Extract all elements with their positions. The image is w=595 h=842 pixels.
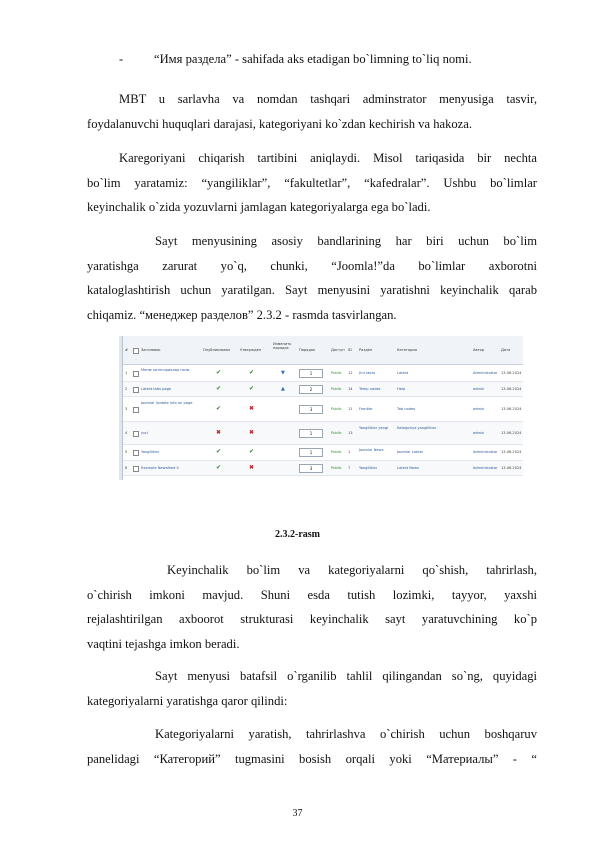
row-author: admin: [473, 407, 485, 411]
paragraph-5: [87, 664, 537, 713]
row-title: Latest tabs page: [141, 387, 172, 391]
header-cell: ID: [348, 348, 352, 352]
row-checkbox: [133, 450, 139, 456]
published-check-icon: ✔: [216, 369, 222, 376]
row-access: Public: [331, 431, 342, 435]
paragraph-line: Sayt menyusining asosiy bandlarining har biri uchun bo`lim: [155, 234, 537, 248]
row-section: Yangiliklar yangi: [359, 426, 389, 430]
move-down-arrow-icon: ▼: [281, 370, 285, 376]
paragraph-6: [87, 722, 537, 771]
row-checkbox: [133, 387, 139, 393]
order-input: 1: [299, 369, 323, 378]
row-section: Yangiliklar: [359, 466, 378, 470]
row-id: 11: [348, 407, 353, 411]
paragraph-line: kategoriyalarni yaratishga qaror qilindi:: [87, 693, 288, 708]
figure-caption: 2.3.2-rasm: [275, 529, 320, 540]
bullet-dash: -: [119, 52, 124, 66]
order-input: 3: [299, 405, 323, 414]
row-date: 13.06.2024: [501, 371, 522, 375]
header-cell: Заголовок: [141, 348, 161, 352]
row-section: Frontier: [359, 407, 373, 411]
row-title: Yangiliklar: [141, 450, 160, 454]
paragraph-line: rejalashtirilgan axboorot strukturasi keyinchalik sayt yaratuvchining ko`p: [87, 612, 537, 626]
row-id: 13: [348, 431, 353, 435]
paragraph-line: Keyinchalik bo`lim va kategoriyalarni qo`shish, tahrirlash,: [167, 563, 537, 577]
row-access: Public: [331, 407, 342, 411]
paragraph-line: vaqtini tejashga imkon beradi.: [87, 636, 240, 651]
row-category: Latest News: [397, 466, 419, 470]
row-author: Administrator: [473, 466, 498, 470]
row-checkbox: [133, 431, 139, 437]
row-category: Help: [397, 387, 406, 391]
paragraph-line: Karegoriyani chiqarish tartibini aniqlaydi. Misol tariqasida bir nechta: [119, 151, 537, 165]
move-up-arrow-icon: ▲: [281, 386, 285, 392]
row-category: Kategoriya yangiliklar: [397, 426, 437, 430]
header-cell: Раздел: [359, 348, 373, 352]
published-check-icon: ✔: [216, 464, 222, 471]
row-id: 12: [348, 371, 353, 375]
row-number: 4: [125, 431, 128, 435]
paragraph-line: kataloglashtirish uchun yaratilgan. Sayt menyusini yaratishni keyinchalik qarab: [87, 283, 537, 297]
row-title: Joomla! Update Info on page: [141, 401, 193, 405]
row-author: Administrator: [473, 450, 498, 454]
header-cell: Изменить порядок: [273, 342, 292, 351]
approved-check-icon: ✔: [249, 385, 255, 392]
row-date: 13.06.2024: [501, 450, 522, 454]
paragraph-3: [87, 229, 537, 327]
published-check-icon: ✔: [216, 448, 222, 455]
header-cell: Автор: [473, 348, 485, 352]
row-checkbox: [133, 371, 139, 377]
row-number: 6: [125, 466, 128, 470]
row-checkbox: [133, 466, 139, 472]
table-row: [123, 397, 523, 422]
row-author: admin: [473, 431, 485, 435]
not-approved-x-icon: ✖: [249, 429, 255, 436]
row-category: Joomla! Latest: [397, 450, 423, 454]
page-number: 37: [292, 808, 303, 819]
header-cell: #: [125, 348, 129, 352]
row-date: 13.06.2024: [501, 387, 522, 391]
table-row: [123, 365, 523, 382]
order-input: 1: [299, 429, 323, 438]
paragraph-1: [87, 87, 537, 136]
published-check-icon: ✔: [216, 405, 222, 412]
paragraph-line: foydalanuvchi huquqlari darajasi, kategoriyani ko`zdan kechirish va hakoza.: [87, 116, 473, 131]
not-approved-x-icon: ✖: [249, 405, 255, 412]
row-category: Tab nodes: [397, 407, 416, 411]
not-approved-x-icon: ✖: [249, 464, 255, 471]
row-section: Joomla! News: [359, 448, 384, 452]
published-check-icon: ✔: [216, 385, 222, 392]
paragraph-line: o`chirish imkoni mavjud. Shuni esda tutish lozimki, tayyor, yaxshi: [87, 587, 537, 602]
paragraph-line: keyinchalik o`zida yozuvlarni jamlagan kategoriyalarga ega bo`ladi.: [87, 200, 431, 214]
paragraph-line: yaratishga zarurat yo`q, chunki, “Joomla!”da bo`limlar axborotni: [87, 258, 537, 273]
paragraph-line: chiqamiz. “менеджер разделов” 2.3.2 - rasmda tasvirlangan.: [87, 307, 397, 322]
row-date: 13.06.2024: [501, 407, 522, 411]
row-checkbox: [133, 407, 139, 413]
header-cell: Утвержден: [240, 348, 262, 352]
paragraph-2: [87, 146, 537, 220]
row-access: Public: [331, 387, 342, 391]
approved-check-icon: ✔: [249, 448, 255, 455]
row-date: 13.06.2024: [501, 431, 522, 435]
row-number: 1: [125, 371, 128, 375]
header-cell: Порядок: [299, 348, 316, 352]
row-number: 5: [125, 450, 128, 454]
table-row: [123, 461, 523, 476]
row-category: Latest: [397, 371, 409, 375]
order-input: 1: [299, 448, 323, 457]
row-number: 3: [125, 407, 128, 411]
order-input: 3: [299, 464, 323, 473]
row-id: 14: [348, 387, 353, 391]
row-access: Public: [331, 371, 342, 375]
row-title: Меню категориялар назв..: [141, 368, 192, 372]
header-cell: Доступ: [331, 348, 345, 352]
approved-check-icon: ✔: [249, 369, 255, 376]
paragraph-line: bo`lim yaratamiz: “yangiliklar”, “fakultetlar”, “kafedralar”. Ushbu bo`limlar: [87, 175, 537, 190]
table-header: [123, 336, 523, 365]
row-title: yuri: [141, 431, 148, 435]
table-row: [123, 445, 523, 461]
paragraph-line: Kategoriyalarni yaratish, tahrirlashva o`chirish uchun boshqaruv: [155, 727, 537, 741]
row-title: Example Newsfeed 4: [141, 466, 179, 470]
paragraph-4: [87, 558, 537, 656]
row-id: 1: [348, 450, 351, 454]
header-cell: Опубликовано: [203, 348, 231, 352]
bullet-text: “Имя раздела” - sahifada aks etadigan bo`limning to`liq nomi.: [154, 52, 472, 66]
section-manager-screenshot: [119, 336, 523, 480]
paragraph-line: Sayt menyusi batafsil o`rganilib tahlil qilingandan so`ng, quyidagi: [155, 669, 537, 683]
row-id: 7: [348, 466, 351, 470]
row-access: Public: [331, 466, 342, 470]
row-date: 13.06.2024: [501, 466, 522, 470]
paragraph-line: panelidagi “Категорий” tugmasini bosish orqali yoki “Материалы” - “: [87, 751, 537, 766]
header-cell: Категория: [397, 348, 417, 352]
row-number: 2: [125, 387, 128, 391]
row-section: Jrnl sects: [359, 371, 376, 375]
unpublished-x-icon: ✖: [216, 429, 222, 436]
row-access: Public: [331, 450, 342, 454]
order-input: 2: [299, 385, 323, 394]
table-row: [123, 382, 523, 397]
table-row: [123, 422, 523, 445]
select-all-checkbox: [133, 348, 139, 354]
paragraph-line: MBT u sarlavha va nomdan tashqari adminstrator menyusiga tasvir,: [119, 92, 537, 106]
row-author: Administrator: [473, 371, 498, 375]
row-author: admin: [473, 387, 485, 391]
row-section: Temp nodes: [359, 387, 381, 391]
header-cell: Дата: [501, 348, 511, 352]
